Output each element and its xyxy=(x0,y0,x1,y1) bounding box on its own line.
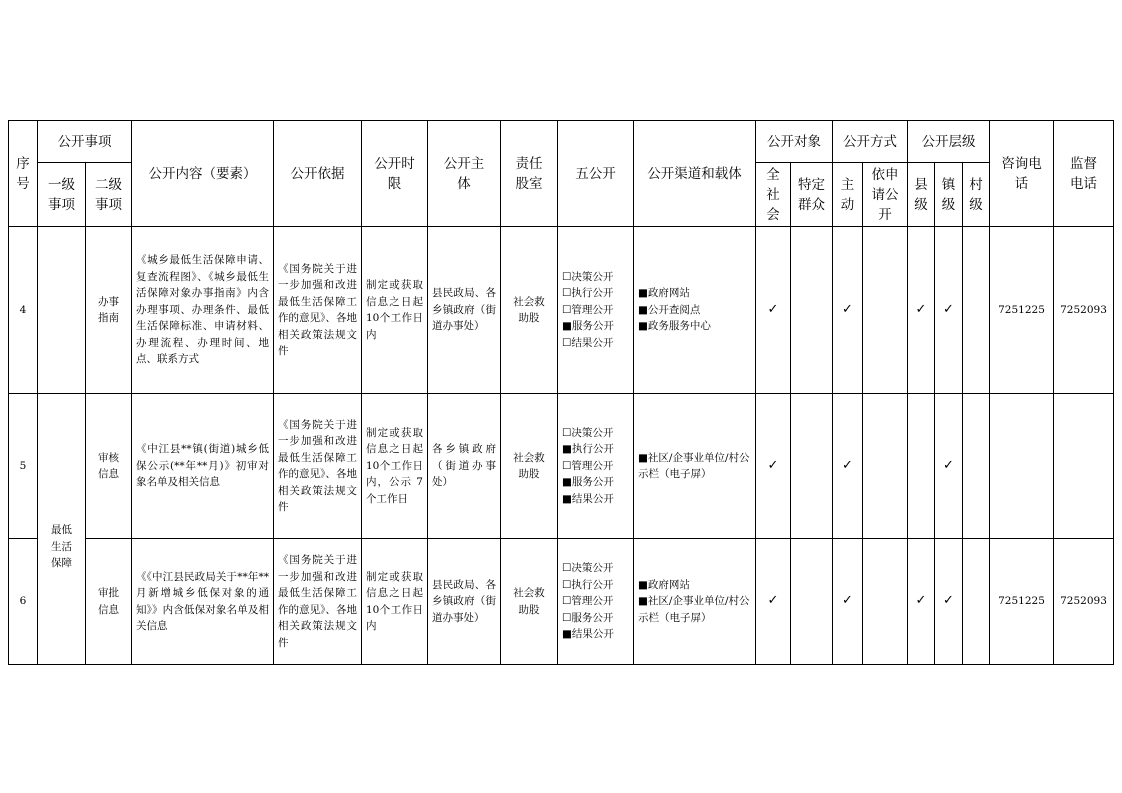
row-dept: 社会救 助股 xyxy=(501,227,558,394)
row-basis: 《国务院关于进一步加强和改进最低生活保障工作的意见》、各地相关政策法规文件 xyxy=(274,394,362,539)
row-supervise-phone: 7252093 xyxy=(1054,227,1114,394)
header-level-town: 镇 级 xyxy=(935,163,963,227)
row-basis: 《国务院关于进一步加强和改进最低生活保障工作的意见》、各地相关政策法规文件 xyxy=(274,539,362,665)
header-content: 公开内容（要素） xyxy=(132,121,274,227)
list-item: ■结果公开 xyxy=(562,628,614,641)
header-target: 公开对象 xyxy=(756,121,833,163)
list-item: ■服务公开 xyxy=(562,320,614,333)
row-subject: 各乡镇政府（街道办事处） xyxy=(428,394,501,539)
row-consult-phone xyxy=(990,394,1054,539)
row-item: 审批 信息 xyxy=(86,539,132,665)
row-five-open xyxy=(558,394,634,539)
row-mode-active: ✓ xyxy=(833,539,863,665)
row-mode-active: ✓ xyxy=(833,227,863,394)
list-item: ■政府网站 xyxy=(638,287,690,300)
row-content: 《《中江县民政局关于**年**月新增城乡低保对象的通知》》内含低保对象名单及相关信息 xyxy=(132,539,274,665)
header-time-limit: 公开时 限 xyxy=(362,121,428,227)
list-item: ☐决策公开 xyxy=(562,426,614,439)
row-item: 办事 指南 xyxy=(86,227,132,394)
row-level-town: ✓ xyxy=(935,539,963,665)
row-dept: 社会救 助股 xyxy=(501,539,558,665)
list-item: ■政府网站 xyxy=(638,578,690,591)
list-item: ☐执行公开 xyxy=(562,287,614,300)
row-time-limit: 制定或获取信息之日起 10个工作日内 xyxy=(362,227,428,394)
list-item: ■社区/企事业单位/村公示栏（电子屏） xyxy=(638,595,750,624)
row-content: 《城乡最低生活保障申请、复查流程图》、《城乡最低生活保障对象办事指南》内含办理事项、办理条件、最低生活保障标准、申请材料、办理流程、办理时间、地点、联系方式 xyxy=(132,227,274,394)
header-mode-active: 主 动 xyxy=(833,163,863,227)
list-item: ■执行公开 xyxy=(562,443,614,456)
row-level-village xyxy=(963,539,990,665)
header-supervise-phone: 监督 电话 xyxy=(1054,121,1114,227)
disclosure-table xyxy=(8,120,1114,665)
row-item: 审核 信息 xyxy=(86,394,132,539)
header-basis: 公开依据 xyxy=(274,121,362,227)
row-channel xyxy=(634,394,756,539)
row-seq: 5 xyxy=(9,394,38,539)
level1-cell-empty xyxy=(38,227,86,394)
list-item: ☐决策公开 xyxy=(562,562,614,575)
header-mode: 公开方式 xyxy=(833,121,908,163)
table-row xyxy=(9,539,1114,665)
header-level2: 二级 事项 xyxy=(86,163,132,227)
row-mode-request xyxy=(863,539,908,665)
row-basis: 《国务院关于进一步加强和改进最低生活保障工作的意见》、各地相关政策法规文件 xyxy=(274,227,362,394)
list-item: ■服务公开 xyxy=(562,476,614,489)
header-row-1 xyxy=(9,121,1114,163)
table-row xyxy=(9,227,1114,394)
row-seq: 6 xyxy=(9,539,38,665)
row-level-town: ✓ xyxy=(935,394,963,539)
category-cell: 最低 生活 保障 xyxy=(38,394,86,665)
list-item: ☐执行公开 xyxy=(562,578,614,591)
list-item: ☐管理公开 xyxy=(562,459,614,472)
row-supervise-phone xyxy=(1054,394,1114,539)
row-channel xyxy=(634,539,756,665)
list-item: ■政务服务中心 xyxy=(638,320,711,333)
row-subject: 县民政局、各乡镇政府（街道办事处） xyxy=(428,539,501,665)
row-target-special xyxy=(791,539,833,665)
header-level-county: 县 级 xyxy=(908,163,935,227)
header-level: 公开层级 xyxy=(908,121,990,163)
table-row xyxy=(9,394,1114,539)
header-target-all: 全 社 会 xyxy=(756,163,791,227)
row-level-village xyxy=(963,227,990,394)
row-target-all: ✓ xyxy=(756,539,791,665)
row-consult-phone: 7251225 xyxy=(990,227,1054,394)
header-seq: 序 号 xyxy=(9,121,38,227)
row-subject: 县民政局、各乡镇政府（街道办事处） xyxy=(428,227,501,394)
row-channel xyxy=(634,227,756,394)
header-mode-request: 依申 请公 开 xyxy=(863,163,908,227)
row-dept: 社会救 助股 xyxy=(501,394,558,539)
row-seq: 4 xyxy=(9,227,38,394)
header-dept: 责任 股室 xyxy=(501,121,558,227)
list-item: ■公开查阅点 xyxy=(638,303,701,316)
row-target-special xyxy=(791,394,833,539)
header-level-village: 村 级 xyxy=(963,163,990,227)
list-item: ☐结果公开 xyxy=(562,336,614,349)
list-item: ☐服务公开 xyxy=(562,611,614,624)
list-item: ☐决策公开 xyxy=(562,270,614,283)
row-target-special xyxy=(791,227,833,394)
row-supervise-phone: 7252093 xyxy=(1054,539,1114,665)
row-target-all: ✓ xyxy=(756,394,791,539)
header-target-special: 特定 群众 xyxy=(791,163,833,227)
list-item: ■结果公开 xyxy=(562,492,614,505)
row-level-county: ✓ xyxy=(908,227,935,394)
header-channel: 公开渠道和载体 xyxy=(634,121,756,227)
row-consult-phone: 7251225 xyxy=(990,539,1054,665)
row-time-limit: 制定或获取信息之日起 10个工作日内，公示 7个工作日 xyxy=(362,394,428,539)
row-target-all: ✓ xyxy=(756,227,791,394)
row-five-open xyxy=(558,539,634,665)
header-level1: 一级 事项 xyxy=(38,163,86,227)
row-content: 《中江县**镇(街道)城乡低保公示(**年**月)》初审对象名单及相关信息 xyxy=(132,394,274,539)
header-five-open: 五公开 xyxy=(558,121,634,227)
row-level-county: ✓ xyxy=(908,539,935,665)
list-item: ■社区/企事业单位/村公示栏（电子屏） xyxy=(638,451,750,480)
list-item: ☐管理公开 xyxy=(562,595,614,608)
row-mode-request xyxy=(863,394,908,539)
row-level-village xyxy=(963,394,990,539)
list-item: ☐管理公开 xyxy=(562,303,614,316)
header-consult-phone: 咨询电 话 xyxy=(990,121,1054,227)
row-mode-request xyxy=(863,227,908,394)
header-matter: 公开事项 xyxy=(38,121,132,163)
row-five-open xyxy=(558,227,634,394)
header-subject: 公开主 体 xyxy=(428,121,501,227)
row-level-town: ✓ xyxy=(935,227,963,394)
row-level-county xyxy=(908,394,935,539)
row-mode-active: ✓ xyxy=(833,394,863,539)
row-time-limit: 制定或获取信息之日起 10个工作日内 xyxy=(362,539,428,665)
